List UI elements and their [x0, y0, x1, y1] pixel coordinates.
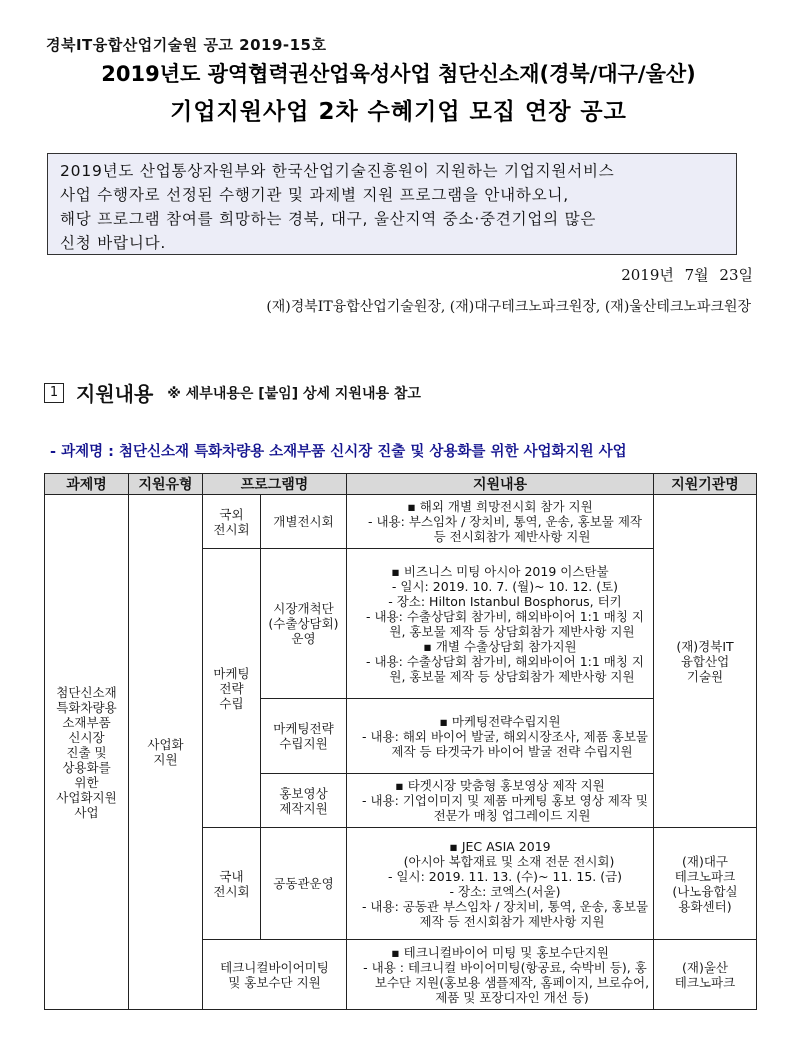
detail-item: - 내용: 기업이미지 및 제품 마케팅 홍보 영상 제작 및 전문가 매칭 업그레이드 지원	[362, 793, 648, 823]
group-overseas: 국외 전시회	[203, 495, 261, 549]
program-promo-video: 홍보영상 제작지원	[261, 774, 347, 828]
section-number: 1	[44, 383, 64, 403]
detail-item: - 내용: 수출상담회 참가비, 해외바이어 1:1 매칭 지원, 홍보물 제작 등 상담회참가 제반사항 지원	[366, 608, 644, 639]
detail-item: - 일시: 2019. 10. 7. (월)~ 10. 12. (토)	[391, 578, 619, 594]
program-tech-buyer: 테크니컬바이어미팅 및 홍보수단 지원	[203, 940, 347, 1010]
detail-item: - 내용: 해외 바이어 발굴, 해외시장조사, 제품 홍보물 제작 등 타겟국가 바이어 발굴 전략 수립지원	[362, 728, 648, 759]
bullet-item: ▪ 개별 수출상담회 참가지원	[423, 638, 577, 654]
detail-item: - 내용: 공동관 부스임차 / 장치비, 통역, 운송, 홍보물제작 등 전시회참가 제반사항 지원	[361, 898, 649, 929]
bullet-item: ▪ 마케팅전략수립지원	[439, 713, 561, 729]
detail-item: - 내용 : 테크니컬 바이어미팅(항공료, 숙박비 등), 홍보수단 지원(홍보용 샘플제작, 홈페이지, 브로슈어, 제품 및 포장디자인 개선 등)	[363, 959, 650, 1005]
content-individual-exhibition	[347, 495, 654, 549]
bullet-item: ▪ 해외 개별 희망전시회 참가 지원	[407, 499, 593, 514]
program-joint-hall: 공동관운영	[261, 828, 347, 940]
table-row	[45, 495, 757, 549]
agency-daegu: (재)대구 테크노파크 (나노융합실 용화센터)	[654, 828, 757, 940]
announcement-date: 2019년 7월 23일	[621, 266, 753, 284]
header-content: 지원내용	[347, 474, 654, 495]
header-support-type: 지원유형	[129, 474, 203, 495]
program-individual-exhibition: 개별전시회	[261, 495, 347, 549]
program-marketing-strategy: 마케팅전략 수립지원	[261, 699, 347, 774]
paren-item: (아시아 복합재료 및 소재 전문 전시회)	[403, 853, 615, 869]
program-market-dev: 시장개척단 (수출상담회) 운영	[261, 549, 347, 699]
table-header-row	[45, 474, 757, 495]
detail-item: - 내용: 수출상담회 참가비, 해외바이어 1:1 매칭 지원, 홍보물 제작 등 상담회참가 제반사항 지원	[366, 653, 644, 684]
detail-item: - 장소: Hilton Istanbul Bosphorus, 터키	[388, 593, 622, 609]
intro-line: 2019년도 산업통상자원부와 한국산업기술진흥원이 지원하는 기업지원서비스	[60, 162, 615, 180]
detail-item: - 내용: 부스임차 / 장치비, 통역, 운송, 홍보물 제작 등 전시회참가 제반사항 지원	[368, 514, 642, 544]
issuing-organizations: (재)경북IT융합산업기술원장, (재)대구테크노파크원장, (재)울산테크노파크원장	[266, 299, 751, 315]
content-tech-buyer	[347, 940, 654, 1010]
content-market-dev	[347, 549, 654, 699]
bullet-item: ▪ 비즈니스 미팅 아시아 2019 이스탄불	[391, 563, 609, 579]
title-line-2: 기업지원사업 2차 수혜기업 모집 연장 공고	[170, 99, 627, 125]
content-marketing-strategy	[347, 699, 654, 774]
notice-number: 경북IT융합산업기술원 공고 2019-15호	[46, 36, 327, 54]
header-agency: 지원기관명	[654, 474, 757, 495]
group-marketing: 마케팅 전략 수립	[203, 549, 261, 828]
section-title: 지원내용	[76, 382, 154, 406]
support-table	[44, 473, 757, 1010]
section-note: ※ 세부내용은 [붙임] 상세 지원내용 참고	[167, 385, 421, 402]
detail-item: - 일시: 2019. 11. 13. (수)~ 11. 15. (금)	[387, 868, 623, 884]
bullet-item: ▪ 타겟시장 맞춤형 홍보영상 제작 지원	[395, 778, 605, 793]
support-type-cell: 사업화 지원	[129, 495, 203, 1010]
header-program: 프로그램명	[203, 474, 347, 495]
detail-item: - 장소: 코엑스(서울)	[449, 883, 561, 899]
header-task-name: 과제명	[45, 474, 129, 495]
task-name-cell: 첨단신소재 특화차량용 소재부품 신시장 진출 및 상용화를 위한 사업화지원 사업	[45, 495, 129, 1010]
intro-line: 신청 바랍니다.	[60, 234, 167, 252]
group-domestic: 국내 전시회	[203, 828, 261, 940]
intro-line: 해당 프로그램 참여를 희망하는 경북, 대구, 울산지역 중소·중견기업의 많은	[60, 210, 597, 228]
bullet-item: ▪ 테크니컬바이어 미팅 및 홍보수단지원	[391, 944, 609, 960]
task-name-line: - 과제명 : 첨단신소재 특화차량용 소재부품 신시장 진출 및 상용화를 위한 사업화지원 사업	[50, 444, 627, 460]
intro-box	[47, 153, 737, 255]
title-line-1: 2019년도 광역협력권산업육성사업 첨단신소재(경북/대구/울산)	[101, 62, 696, 86]
section-heading	[44, 378, 421, 407]
intro-line: 사업 수행자로 선정된 수행기관 및 과제별 지원 프로그램을 안내하오니,	[60, 186, 569, 204]
content-promo-video	[347, 774, 654, 828]
content-joint-hall	[347, 828, 654, 940]
agency-ulsan: (재)울산 테크노파크	[654, 940, 757, 1010]
bullet-item: ▪ JEC ASIA 2019	[449, 838, 551, 854]
agency-gyeongbuk: (재)경북IT 융합산업 기술원	[654, 495, 757, 828]
